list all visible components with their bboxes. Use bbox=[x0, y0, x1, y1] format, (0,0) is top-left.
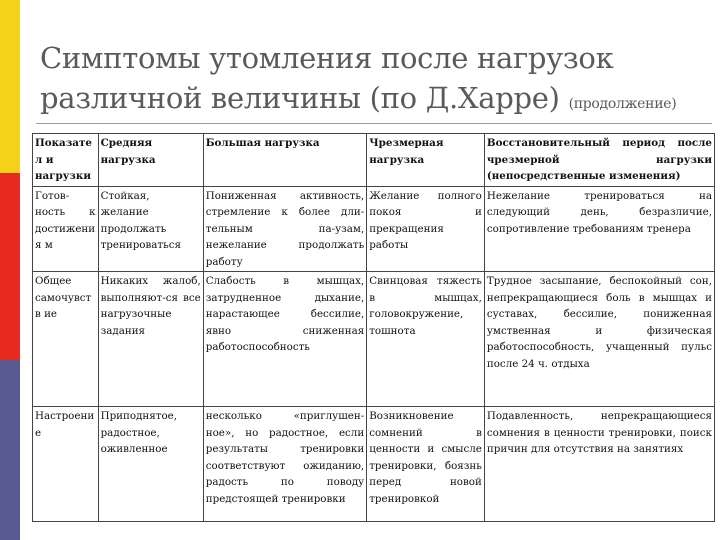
title-note: (продолжение) bbox=[568, 96, 677, 112]
header-cell-large-load: Большая нагрузка bbox=[203, 134, 366, 187]
table-cell: Трудное засыпание, беспокойный сон, непрекращающиеся боль в мышцах и суставах, бессилие, пониженная умственная и физическая работоспособность, учащенный пульс после 24 ч. отдыха bbox=[484, 272, 714, 407]
table-cell: Нежелание тренироваться на следующий день, безразличие, сопротивление требованиям тренера bbox=[484, 186, 714, 272]
table-header-row bbox=[33, 134, 715, 187]
header-cell-excessive-load: Чрезмерная нагрузка bbox=[367, 134, 485, 187]
fatigue-symptoms-table bbox=[32, 133, 715, 522]
table-cell: Никаких жалоб, выполняют-ся все нагрузочные задания bbox=[98, 272, 203, 407]
table-cell: Общее самочувств ие bbox=[33, 272, 99, 407]
title-line-2 bbox=[40, 78, 710, 124]
title-divider bbox=[36, 123, 712, 124]
table-cell: Подавленность, непрекращающиеся сомнения в ценности тренировки, поиск причин для отсутствия на занятиях bbox=[484, 407, 714, 522]
accent-bar-red bbox=[0, 173, 20, 360]
header-cell-recovery-period: Восстановительный период после чрезмерной нагрузки (непосредственные изменения) bbox=[484, 134, 714, 187]
table-cell: Готов-ность к достижения м bbox=[33, 186, 99, 272]
header-cell-medium-load: Средняя нагрузка bbox=[98, 134, 203, 187]
title-line-2-text: различной величины (по Д.Харре) bbox=[40, 81, 560, 115]
table-cell: Свинцовая тяжесть в мышцах, головокружение, тошнота bbox=[367, 272, 485, 407]
table-cell: Приподнятое, радостное, оживленное bbox=[98, 407, 203, 522]
table-cell: Возникновение сомнений в ценности и смысле тренировки, боязнь перед новой тренировкой bbox=[367, 407, 485, 522]
table-row bbox=[33, 407, 715, 522]
accent-bar-purple bbox=[0, 360, 20, 540]
table-cell: Желание полного покоя и прекращения работы bbox=[367, 186, 485, 272]
table-row bbox=[33, 186, 715, 272]
header-cell-indicators: Показател и нагрузки bbox=[33, 134, 99, 187]
table-cell: Настроение bbox=[33, 407, 99, 522]
title-line-1: Симптомы утомления после нагрузок bbox=[40, 41, 614, 75]
table-cell: Стойкая, желание продолжать тренироваться bbox=[98, 186, 203, 272]
table-cell: Пониженная активность, стремление к более дли-тельным па-узам, нежелание продолжать работу bbox=[203, 186, 366, 272]
table-cell: Слабость в мышцах, затрудненное дыхание, нарастающее бессилие, явно сниженная работоспособность bbox=[203, 272, 366, 407]
slide-title bbox=[40, 38, 710, 124]
accent-bar-yellow bbox=[0, 0, 20, 173]
table-cell: несколько «приглушен-ное», но радостное, если результаты тренировки соответствуют ожиданию, радость по поводу предстоящей тренировки bbox=[203, 407, 366, 522]
table-row bbox=[33, 272, 715, 407]
